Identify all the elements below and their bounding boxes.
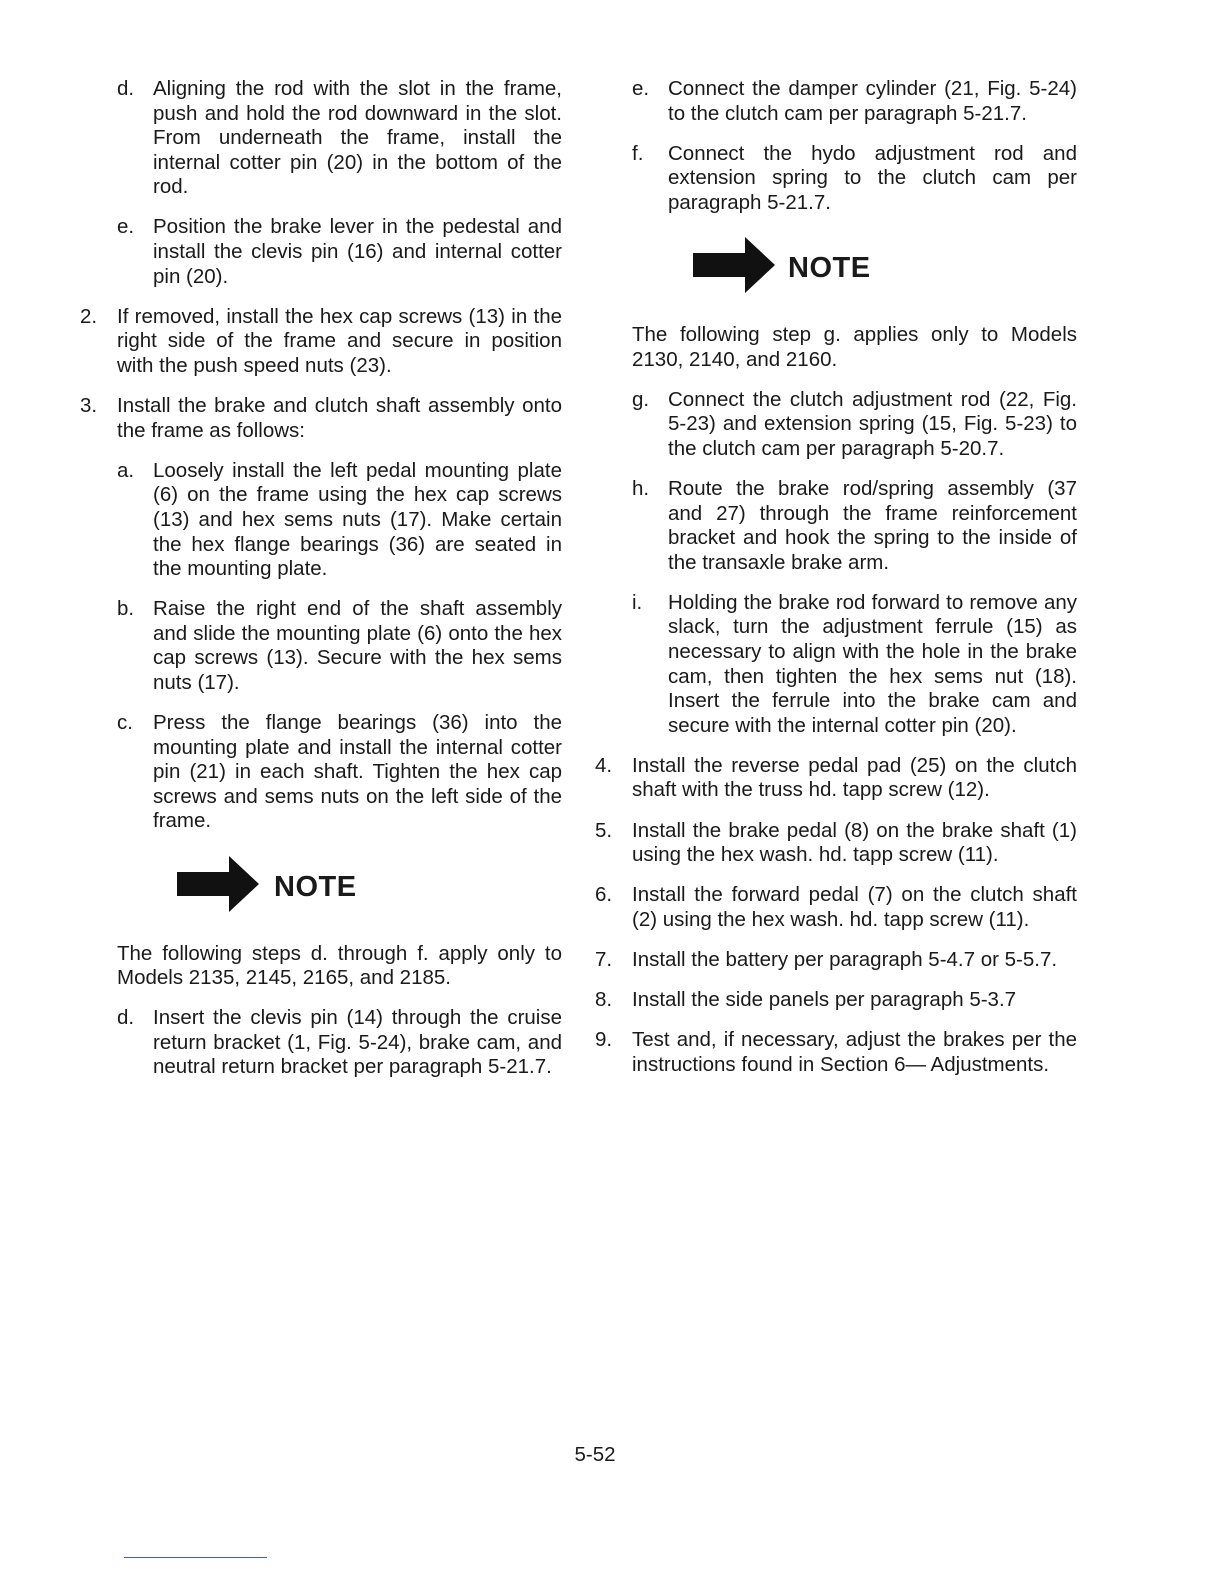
list-item [595, 591, 1077, 739]
list-item [595, 948, 1077, 973]
item-marker: e. [117, 215, 135, 239]
list-item [595, 77, 1077, 126]
item-marker: 3. [80, 394, 98, 418]
footer-rule [124, 1557, 267, 1558]
note-arrow-icon [177, 856, 259, 912]
list-item [80, 459, 562, 582]
left-column [80, 77, 562, 1096]
list-item [595, 819, 1077, 868]
item-marker: b. [117, 597, 135, 621]
item-marker: 4. [595, 753, 613, 777]
page-number: 5-52 [574, 1443, 616, 1466]
list-item [80, 711, 562, 834]
item-text: Holding the brake rod forward to remove any slack, turn the adjustment ferrule (15) as necessary to align with the hole in the brake cam, then tighten the hex sems nut (18). Insert the ferrule into the brake cam and secure with the internal cotter pin (20). [668, 590, 1077, 737]
list-item [80, 394, 562, 443]
item-marker: 8. [595, 988, 613, 1012]
item-text: If removed, install the hex cap screws (13) in the right side of the frame and secure in position with the push speed nuts (23). [117, 304, 562, 377]
note-callout [595, 231, 1077, 323]
item-text: Connect the hydo adjustment rod and extension spring to the clutch cam per paragraph 5-21.7. [668, 141, 1077, 214]
item-marker: d. [117, 1006, 135, 1030]
item-text: Position the brake lever in the pedestal and install the clevis pin (16) and internal cotter pin (20). [153, 215, 562, 288]
list-item [595, 883, 1077, 932]
item-marker: 2. [80, 304, 98, 328]
item-marker: d. [117, 77, 135, 100]
note-text: The following steps d. through f. apply only to Models 2135, 2145, 2165, and 2185. [117, 941, 562, 990]
note-arrow-icon [693, 237, 775, 293]
item-text: Test and, if necessary, adjust the brakes per the instructions found in Section 6— Adjustments. [632, 1028, 1077, 1076]
item-text: Press the flange bearings (36) into the mounting plate and install the internal cotter pin (21) in each shaft. Tighten the hex cap screws and sems nuts on the left side of the frame. [153, 711, 562, 833]
item-marker: 7. [595, 947, 613, 971]
list-item [80, 77, 562, 200]
item-text: Install the battery per paragraph 5-4.7 or 5-5.7. [632, 947, 1058, 971]
item-marker: h. [632, 476, 650, 500]
list-item [595, 988, 1077, 1013]
item-text: Install the brake and clutch shaft assembly onto the frame as follows: [117, 394, 562, 442]
note-label: NOTE [788, 251, 871, 284]
item-marker: c. [117, 711, 133, 735]
item-text: Install the forward pedal (7) on the clutch shaft (2) using the hex wash. hd. tapp screw (11). [632, 883, 1077, 931]
list-item [595, 1028, 1077, 1077]
item-text: Route the brake rod/spring assembly (37 and 27) through the frame reinforcement bracket and hook the spring to the inside of the transaxle brake arm. [668, 476, 1077, 574]
item-text: Connect the damper cylinder (21, Fig. 5-24) to the clutch cam per paragraph 5-21.7. [668, 77, 1077, 125]
item-text: Connect the clutch adjustment rod (22, Fig. 5-23) and extension spring (15, Fig. 5-23) to the clutch cam per paragraph 5-20.7. [668, 387, 1077, 460]
item-text: Aligning the rod with the slot in the frame, push and hold the rod downward in the slot. From underneath the frame, install the internal cotter pin (20) in the bottom of the rod. [153, 77, 562, 199]
note-label: NOTE [274, 870, 357, 903]
item-marker: 5. [595, 818, 613, 842]
list-item [80, 597, 562, 695]
item-marker: a. [117, 458, 135, 482]
item-marker: i. [632, 590, 643, 614]
list-item [80, 305, 562, 379]
list-item [80, 215, 562, 289]
note-callout [80, 850, 562, 942]
item-marker: f. [632, 141, 644, 165]
item-text: Install the side panels per paragraph 5-3.7 [632, 988, 1017, 1012]
list-item [595, 477, 1077, 575]
list-item [595, 754, 1077, 803]
item-marker: e. [632, 77, 650, 100]
item-marker: 6. [595, 883, 613, 907]
note-text: The following step g. applies only to Models 2130, 2140, and 2160. [632, 322, 1077, 371]
item-marker: 9. [595, 1028, 613, 1052]
item-marker: g. [632, 387, 650, 411]
item-text: Loosely install the left pedal mounting plate (6) on the frame using the hex cap screws (13) and hex sems nuts (17). Make certain the hex flange bearings (36) are seated in the mounting plate. [153, 458, 562, 581]
item-text: Raise the right end of the shaft assembly and slide the mounting plate (6) onto the hex cap screws (13). Secure with the hex sems nuts (17). [153, 597, 562, 694]
item-text: Install the brake pedal (8) on the brake shaft (1) using the hex wash. hd. tapp screw (11). [632, 818, 1077, 867]
item-text: Install the reverse pedal pad (25) on the clutch shaft with the truss hd. tapp screw (12). [632, 753, 1077, 802]
list-item [595, 388, 1077, 462]
item-text: Insert the clevis pin (14) through the cruise return bracket (1, Fig. 5-24), brake cam, and neutral return bracket per paragraph 5-21.7. [153, 1006, 562, 1079]
list-item [80, 1006, 562, 1080]
right-column [595, 77, 1077, 1093]
list-item [595, 142, 1077, 216]
